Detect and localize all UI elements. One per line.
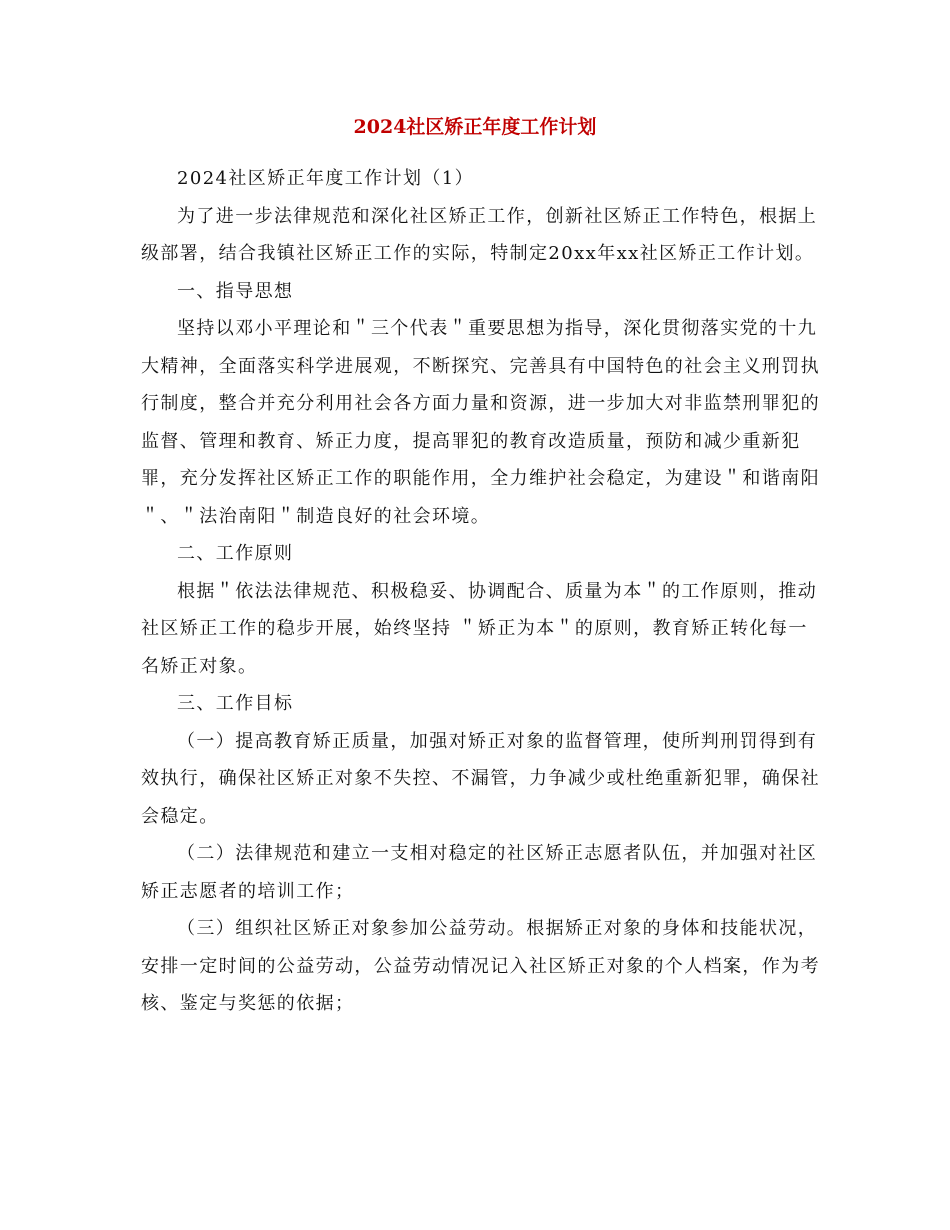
guiding-ideology-paragraph: 坚持以邓小平理论和＂三个代表＂重要思想为指导，深化贯彻落实党的十九大精神，全面落实科学进展观，不断探究、完善具有中国特色的社会主义刑罚执行制度，整合并充分利用社会各方面力量和资源，进一步加大对非监禁刑罪犯的监督、管理和教育、矫正力度，提高罪犯的教育改造质量，预防和减少重新犯罪，充分发挥社区矫正工作的职能作用，全力维护社会稳定，为建设＂和谐南阳＂、＂法治南阳＂制造良好的社会环境。 [141,318,820,527]
goal-item-1: （一）提高教育矫正质量，加强对矫正对象的监督管理，使所判刑罚得到有效执行，确保社区矫正对象不失控、不漏管，力争减少或杜绝重新犯罪，确保社会稳定。 [141,730,820,827]
intro-paragraph: 为了进一步法律规范和深化社区矫正工作，创新社区矫正工作特色，根据上级部署，结合我镇社区矫正工作的实际，特制定20xx年xx社区矫正工作计划。 [141,205,818,264]
work-principles-paragraph: 根据＂依法法律规范、积极稳妥、协调配合、质量为本＂的工作原则，推动社区矫正工作的稳步开展，始终坚持 ＂矫正为本＂的原则，教育矫正转化每一名矫正对象。 [141,580,818,677]
goal-item-3: （三）组织社区矫正对象参加公益劳动。根据矫正对象的身体和技能状况，安排一定时间的公益劳动，公益劳动情况记入社区矫正对象的个人档案，作为考核、鉴定与奖惩的依据； [141,918,820,1014]
document-body [141,160,821,1023]
goal-item-2: （二）法律规范和建立一支相对稳定的社区矫正志愿者队伍，并加强对社区矫正志愿者的培训工作； [141,843,818,902]
section-heading-guiding-ideology: 一、指导思想 [177,280,294,302]
subtitle-paragraph: 2024社区矫正年度工作计划（1） [177,168,475,189]
document-title: 2024社区矫正年度工作计划 [353,116,597,138]
section-heading-work-goals: 三、工作目标 [177,693,294,714]
section-heading-work-principles: 二、工作原则 [177,543,294,564]
